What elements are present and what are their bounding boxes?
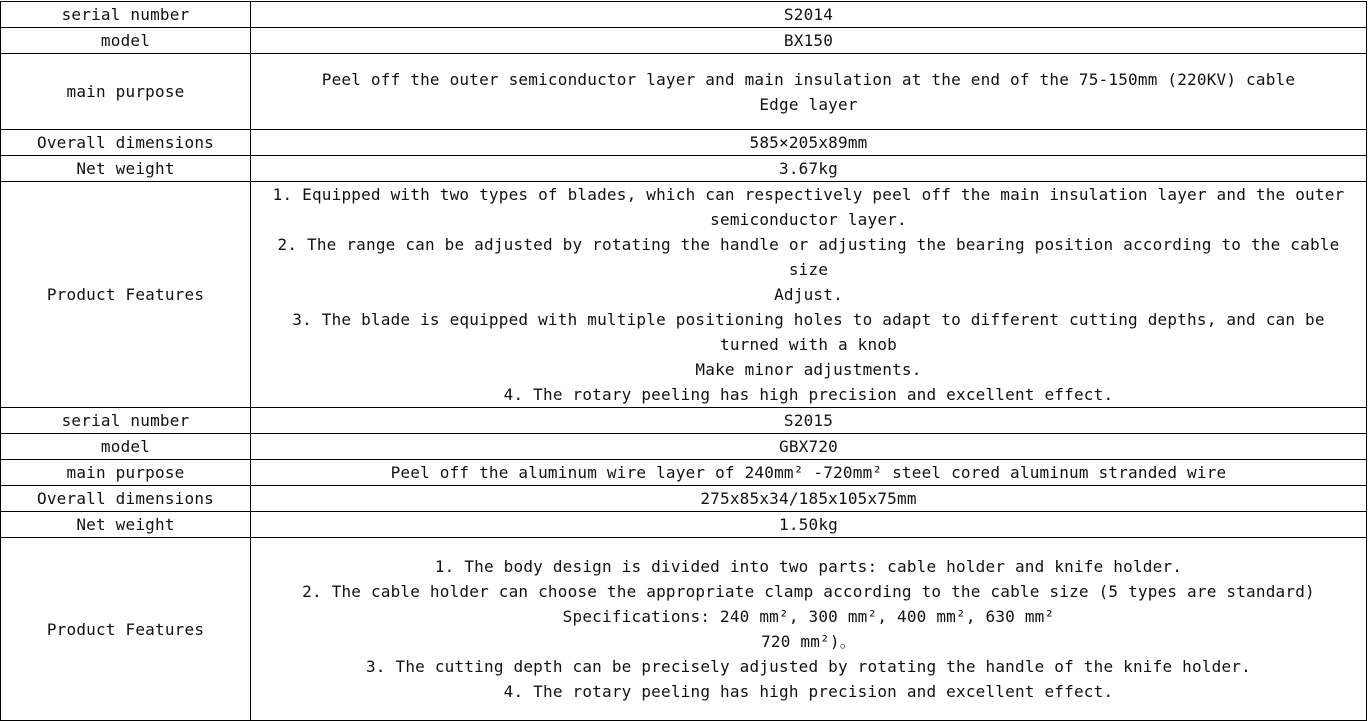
product-spec-table	[0, 1, 1367, 721]
spec-row-model	[1, 28, 1367, 54]
net-weight-label: Net weight	[1, 512, 251, 538]
spec-row-serial	[1, 2, 1367, 28]
net-weight-label: Net weight	[1, 156, 251, 182]
spec-row-purpose	[1, 54, 1367, 130]
serial-number-value: S2014	[251, 2, 1367, 28]
serial-number-value: S2015	[251, 408, 1367, 434]
main-purpose-value	[251, 460, 1367, 486]
net-weight-value: 3.67kg	[251, 156, 1367, 182]
spec-row-dimensions	[1, 130, 1367, 156]
spec-row-features	[1, 538, 1367, 721]
main-purpose-label: main purpose	[1, 54, 251, 130]
feature-line: Make minor adjustments.	[695, 360, 922, 379]
feature-line: Specifications: 240 mm², 300 mm², 400 mm², 630 mm²	[562, 607, 1055, 626]
purpose-line: Peel off the outer semiconductor layer and main insulation at the end of the 75-150mm (220KV) cable	[321, 69, 1296, 89]
feature-line: 2. The cable holder can choose the appropriate clamp according to the cable size (5 types are standard)	[302, 582, 1315, 601]
spec-row-weight	[1, 156, 1367, 182]
feature-line: 4. The rotary peeling has high precision and excellent effect.	[503, 385, 1114, 404]
spec-row-dimensions	[1, 486, 1367, 512]
spec-row-serial	[1, 408, 1367, 434]
purpose-line: Peel off the aluminum wire layer of 240mm² -720mm² steel cored aluminum stranded wire	[390, 463, 1227, 482]
dimensions-value: 585×205x89mm	[251, 130, 1367, 156]
model-label: model	[1, 434, 251, 460]
product-features-label: Product Features	[1, 182, 251, 408]
serial-number-label: serial number	[1, 2, 251, 28]
feature-line: 1. The body design is divided into two parts: cable holder and knife holder.	[434, 557, 1183, 576]
feature-line: 3. The cutting depth can be precisely adjusted by rotating the handle of the knife holder.	[366, 657, 1251, 676]
model-value: GBX720	[251, 434, 1367, 460]
dimensions-label: Overall dimensions	[1, 486, 251, 512]
feature-line: 2. The range can be adjusted by rotating the handle or adjusting the bearing position according to the cable size	[277, 235, 1340, 279]
main-purpose-value	[251, 54, 1367, 130]
dimensions-value: 275x85x34/185x105x75mm	[251, 486, 1367, 512]
model-label: model	[1, 28, 251, 54]
feature-line: 4. The rotary peeling has high precision and excellent effect.	[503, 682, 1114, 701]
spec-row-features	[1, 182, 1367, 408]
feature-line: 3. The blade is equipped with multiple positioning holes to adapt to different cutting depths, and can be turned with a knob	[292, 310, 1325, 354]
spec-row-model	[1, 434, 1367, 460]
main-purpose-label: main purpose	[1, 460, 251, 486]
spec-row-purpose	[1, 460, 1367, 486]
product-features-value	[251, 182, 1367, 408]
feature-line: Adjust.	[774, 285, 843, 304]
feature-line: 1. Equipped with two types of blades, which can respectively peel off the main insulation layer and the outer semiconductor layer.	[272, 185, 1345, 229]
serial-number-label: serial number	[1, 408, 251, 434]
net-weight-value: 1.50kg	[251, 512, 1367, 538]
purpose-line: Edge layer	[759, 94, 858, 114]
model-value: BX150	[251, 28, 1367, 54]
product-features-value	[251, 538, 1367, 721]
feature-line: 720 mm²)。	[761, 632, 856, 651]
product-features-label: Product Features	[1, 538, 251, 721]
dimensions-label: Overall dimensions	[1, 130, 251, 156]
spec-row-weight	[1, 512, 1367, 538]
